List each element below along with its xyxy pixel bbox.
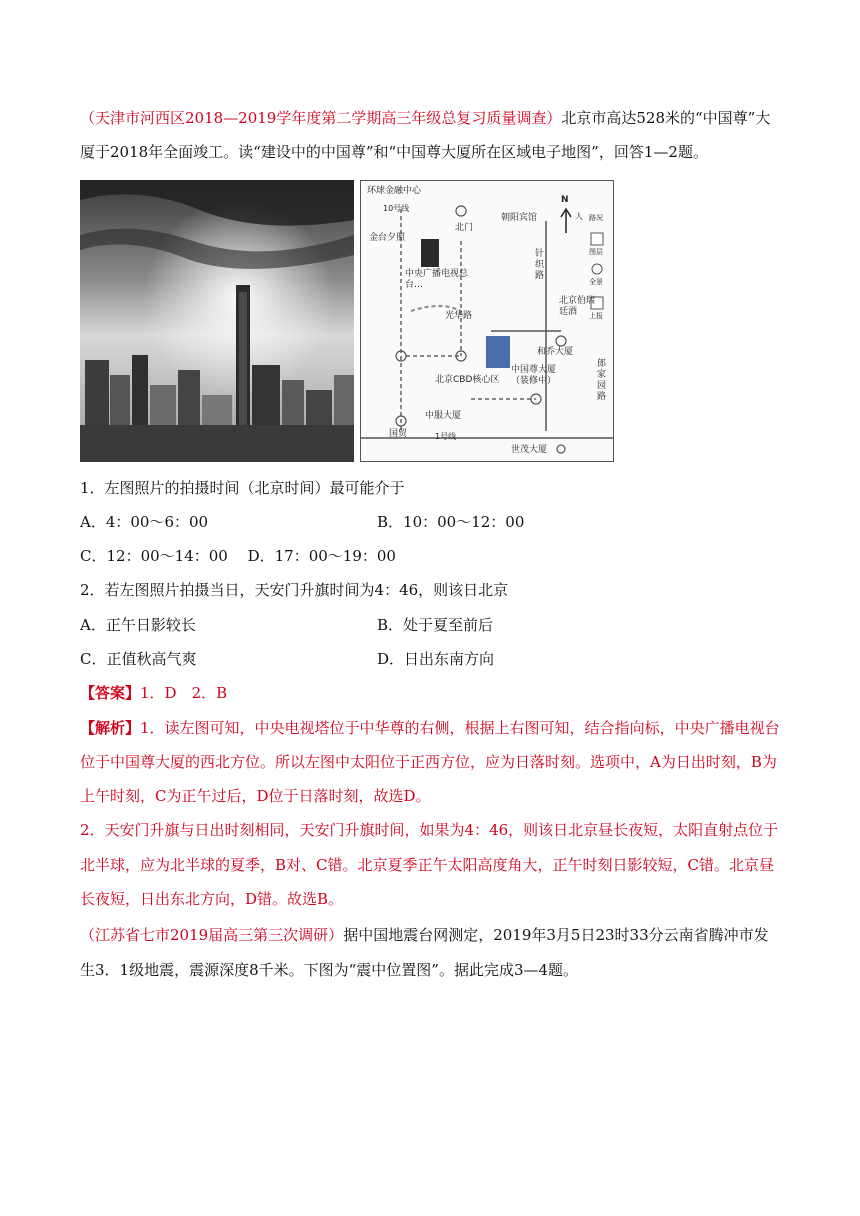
intro-text-3: 据中国地震台网测定，2019年3月5日23时33分云南省腾冲市发 xyxy=(343,926,769,944)
analysis-line-2: 位于中国尊大厦的西北方位。所以左图中太阳位于正西方位，应为日落时刻。选项中，A为日出时刻，B为 xyxy=(80,753,777,771)
map-label-guanghua-road: 光华路 xyxy=(445,311,473,321)
source-tianjin: （天津市河西区2018—2019学年度第二学期高三年级总复习质量调查） xyxy=(80,109,562,127)
analysis-text-1: 1．读左图可知，中央电视塔位于中华尊的右侧，根据上右图可知，结合指向标，中央广播电视台 xyxy=(140,719,780,737)
map-side-panorama[interactable]: 全景 xyxy=(589,278,603,286)
answer-line xyxy=(80,683,227,703)
analysis-line-4: 2．天安门升旗与日出时刻相同，天安门升旗时间，如果为4：46，则该日北京昼长夜短，太阳直射点位于 xyxy=(80,821,779,839)
map-side-traffic[interactable]: 路况 xyxy=(589,214,603,222)
map-label-shimao: 世茂大厦 xyxy=(511,445,548,455)
intro-line-4: 生3．1级地震，震源深度8千米。下图为“震中位置图”。据此完成3—4题。 xyxy=(80,961,579,979)
map-side-layers[interactable]: 图层 xyxy=(589,248,603,256)
analysis-line-1 xyxy=(80,718,780,738)
cbd-area-map xyxy=(360,180,614,462)
map-label-line1: 1号线 xyxy=(435,432,457,441)
q2-option-c: C．正值秋高气爽 xyxy=(80,650,197,668)
map-roads-svg xyxy=(361,181,614,462)
analysis-line-3: 上午时刻，C为正午过后，D位于日落时刻，故选D。 xyxy=(80,787,431,805)
intro-text-1: 北京市高达528米的“中国尊”大 xyxy=(561,109,771,127)
answer-text: 1．D 2．B xyxy=(140,684,228,702)
map-label-cbd: 北京CBD核心区 xyxy=(435,375,500,385)
map-side-person: 人 xyxy=(575,212,583,221)
map-label-zhongfu: 中服大厦 xyxy=(425,411,462,421)
q1-stem: 1．左图照片的拍摄时间（北京时间）最可能介于 xyxy=(80,479,405,497)
intro-line-3 xyxy=(80,925,769,945)
map-label-line10: 10号线 xyxy=(383,204,410,213)
source-jiangsu: （江苏省七市2019届高三第三次调研） xyxy=(80,926,344,944)
map-label-langjia-road: 郎家园路 xyxy=(597,359,607,402)
q2-option-d: D．日出东南方向 xyxy=(377,650,495,668)
map-label-beijing-bo: 北京伯瑞廷酒 xyxy=(559,296,596,317)
intro-line-1 xyxy=(80,108,770,128)
q1-option-b: B．10：00～12：00 xyxy=(377,513,525,531)
analysis-label: 【解析】 xyxy=(80,719,141,737)
map-label-heqiao: 和乔大厦 xyxy=(537,347,574,357)
map-north-arrow-label: N xyxy=(561,195,569,205)
map-label-zhongguozun: 中国尊大厦（装修中） xyxy=(511,365,557,386)
analysis-line-5: 北半球，应为北半球的夏季，B对、C错。北京夏季正午太阳高度角大，正午时刻日影较短，C错。北京昼 xyxy=(80,856,774,874)
cityscape-photo-svg xyxy=(80,180,354,462)
intro-line-2: 厦于2018年全面竣工。读“建设中的中国尊”和“中国尊大厦所在区域电子地图”，回答1—2题。 xyxy=(80,143,708,161)
answer-label: 【答案】 xyxy=(80,684,141,702)
q2-option-a: A．正午日影较长 xyxy=(80,616,196,634)
q2-stem: 2．若左图照片拍摄当日，天安门升旗时间为4：46，则该日北京 xyxy=(80,581,509,599)
q1-option-a: A．4：00～6：00 xyxy=(80,513,209,531)
map-label-chaoyang-hotel: 朝阳宾馆 xyxy=(501,213,538,223)
cityscape-photo xyxy=(80,180,354,462)
map-label-guomao: 国贸 xyxy=(389,429,408,439)
map-side-report[interactable]: 上报 xyxy=(589,312,603,320)
map-label-north-gate: 北门 xyxy=(455,223,474,233)
analysis-line-6: 长夜短，日出东北方向，D错。故选B。 xyxy=(80,890,344,908)
q1-option-cd: C．12：00～14：00 D．17：00～19：00 xyxy=(80,547,396,565)
map-label-top-title: 环球金融中心 xyxy=(367,186,422,196)
map-label-cctv: 中央广播电视总台… xyxy=(405,269,469,290)
map-label-jintai: 金台夕照 xyxy=(369,233,406,243)
q2-option-b: B．处于夏至前后 xyxy=(377,616,494,634)
map-label-zhenzhi-road: 针织路 xyxy=(535,249,545,281)
